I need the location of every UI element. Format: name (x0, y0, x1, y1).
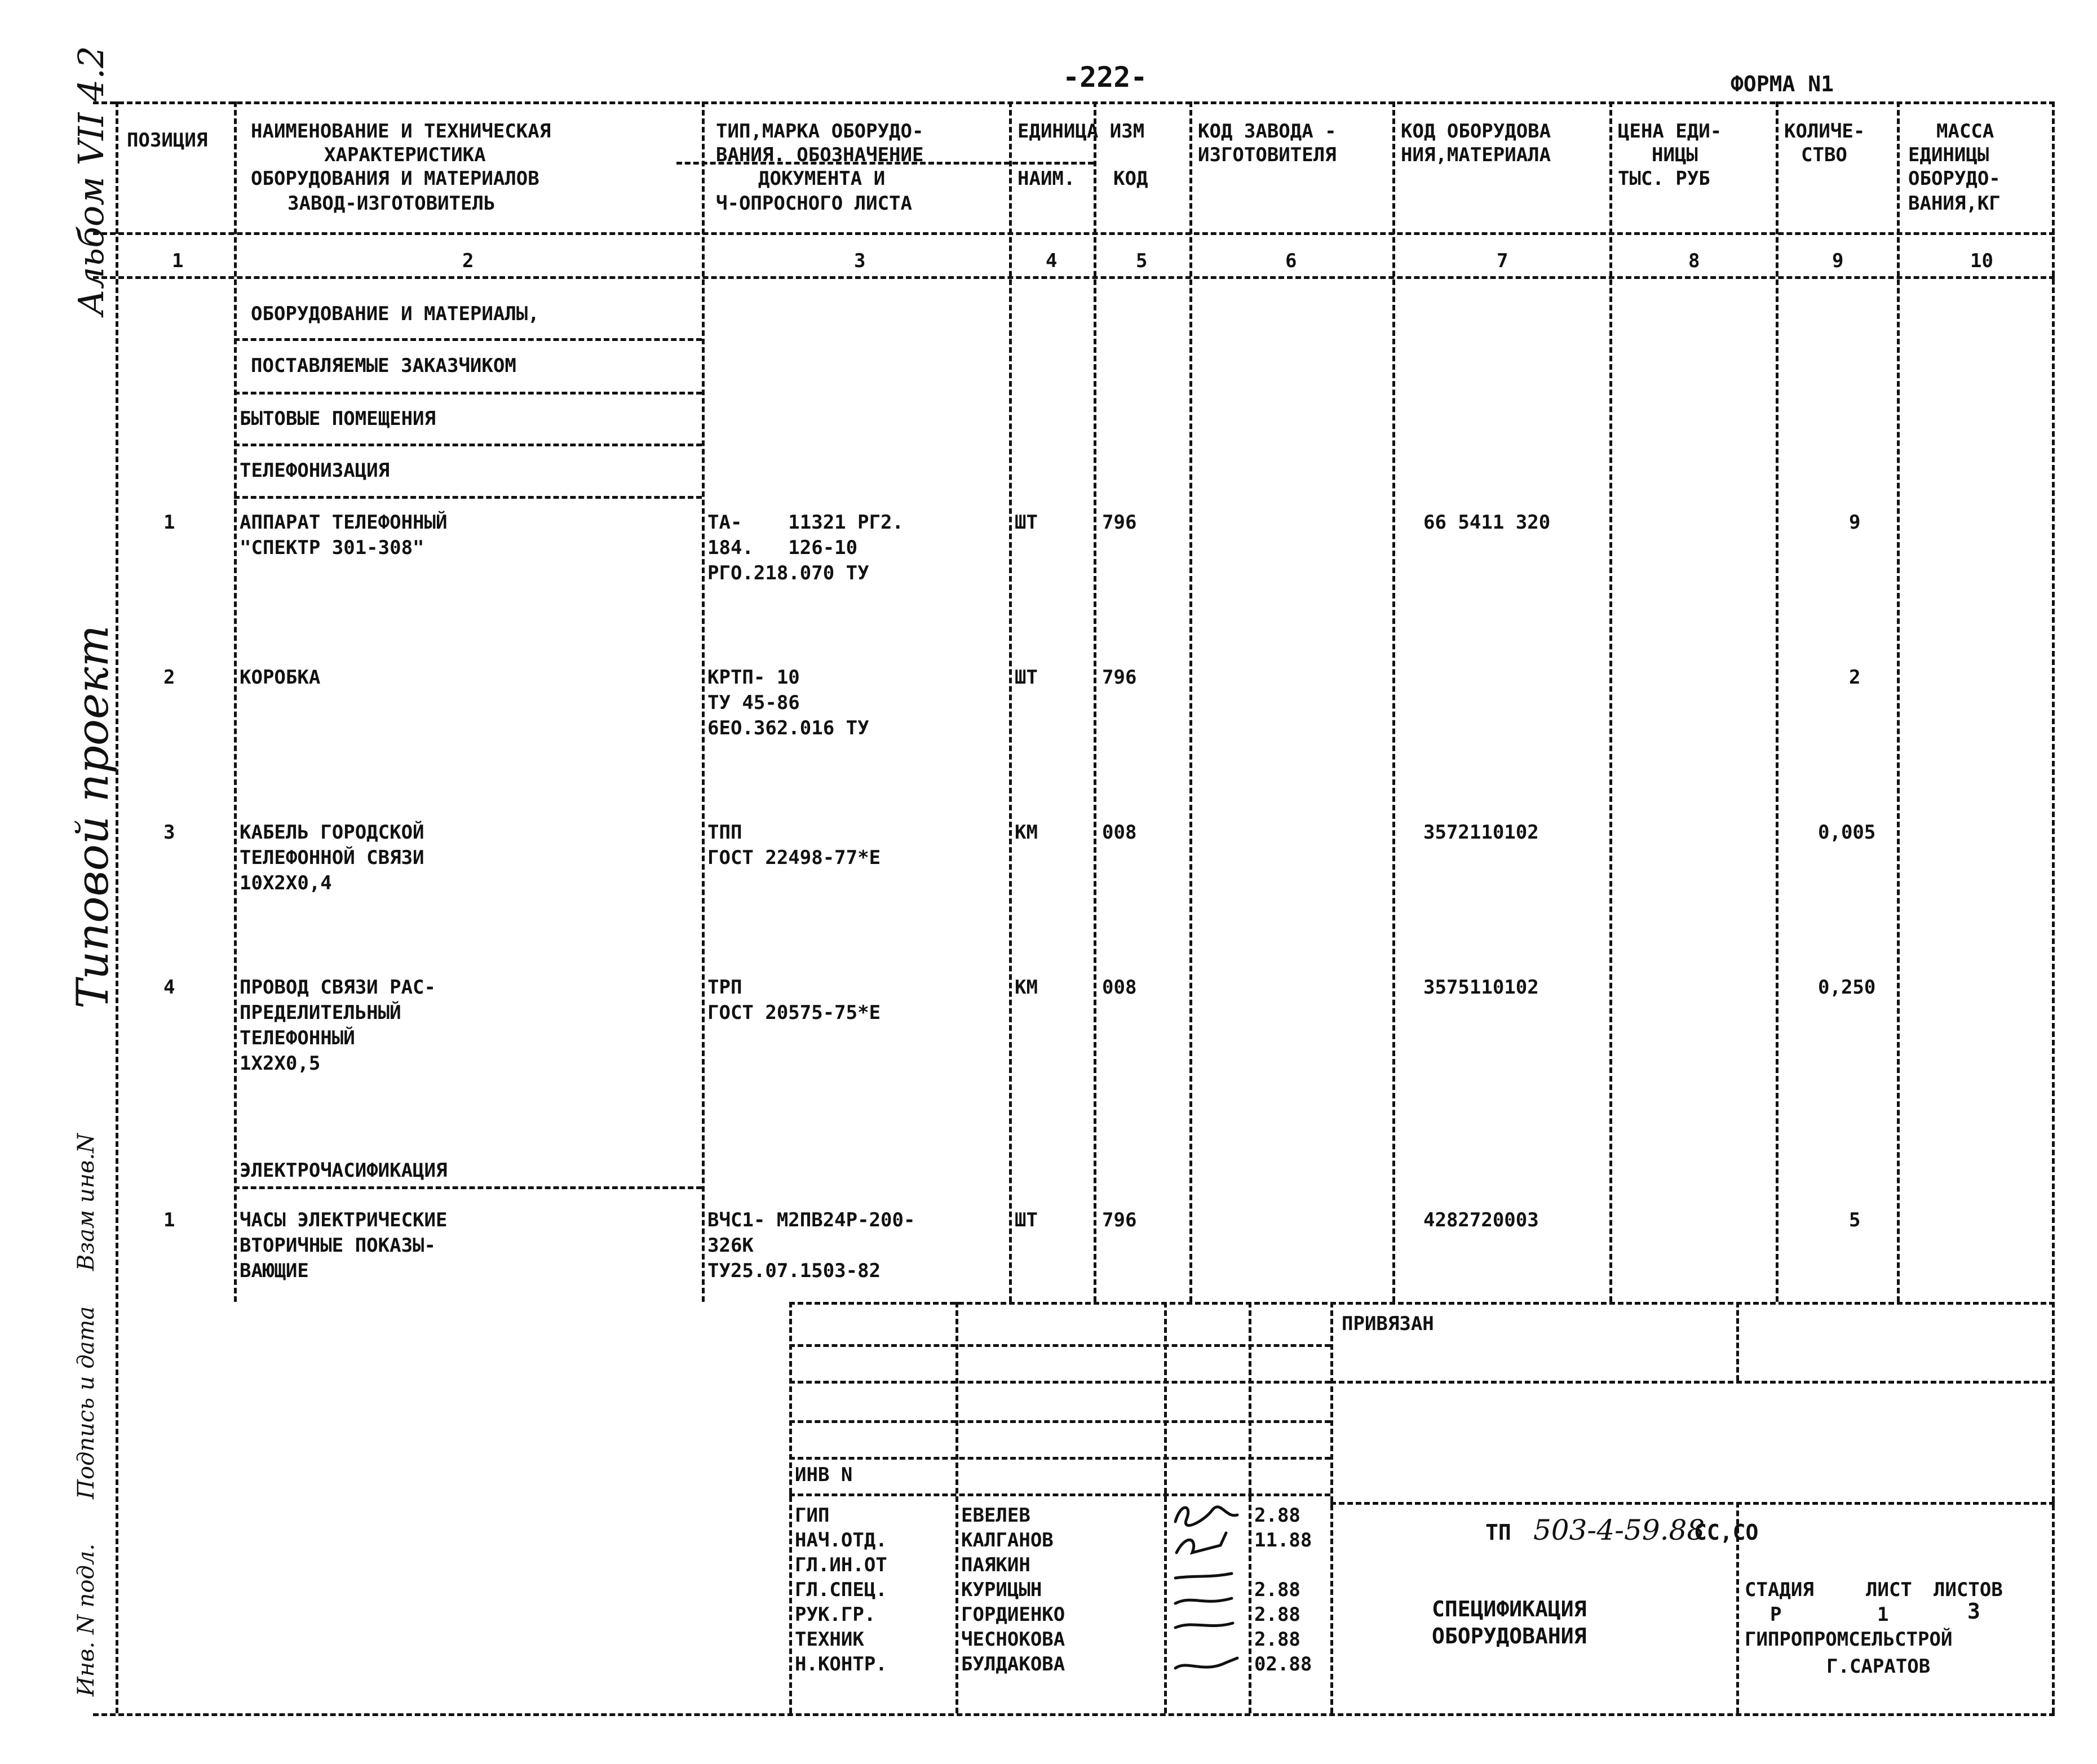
row-type-line: ВЧС1- М2ПВ24Р-200- (707, 1209, 915, 1231)
sign-date: 2.88 (1254, 1603, 1300, 1626)
row-unit: КМ (1015, 821, 1038, 844)
column-number: 2 (462, 250, 474, 272)
row-name-line: ПРОВОД СВЯЗИ РАС- (240, 976, 436, 999)
sign-date: 2.88 (1254, 1504, 1300, 1527)
stamp-replace-inv: Взам инв.N (73, 1133, 99, 1271)
section-heading: БЫТОВЫЕ ПОМЕЩЕНИЯ (240, 407, 436, 430)
person-name: ПАЯКИН (961, 1554, 1030, 1576)
row-unit: ШТ (1015, 666, 1038, 689)
inventory-label: ИНВ N (795, 1464, 853, 1486)
sign-date: 11.88 (1254, 1529, 1312, 1552)
row-position: 1 (163, 511, 175, 534)
row-equip-code: 3572110102 (1423, 821, 1539, 844)
page-number: -222- (1063, 61, 1148, 94)
row-position: 3 (163, 821, 175, 844)
sheet-value: 1 (1877, 1603, 1889, 1626)
section-heading: ЭЛЕКТРОЧАСИФИКАЦИЯ (240, 1159, 448, 1182)
column-number: 7 (1497, 250, 1508, 272)
organization: ГИПРОПРОМСЕЛЬСТРОЙ (1745, 1628, 1953, 1651)
header-qty: СТВО (1801, 144, 1847, 166)
row-qty: 9 (1849, 511, 1861, 534)
header-factory-code: ИЗГОТОВИТЕЛЯ (1198, 144, 1337, 166)
row-type-line: ТРП (707, 976, 742, 999)
row-unit: КМ (1015, 976, 1038, 999)
header-price: ТЫС. РУБ (1618, 167, 1710, 190)
row-name-line: ТЕЛЕФОННОЙ СВЯЗИ (240, 846, 424, 869)
sign-date: 2.88 (1254, 1628, 1300, 1651)
section-heading: ОБОРУДОВАНИЕ И МАТЕРИАЛЫ, (251, 303, 539, 325)
row-name-line: ТЕЛЕФОННЫЙ (240, 1027, 355, 1049)
sign-date: 2.88 (1254, 1579, 1300, 1601)
row-type-line: 6ЕО.362.016 ТУ (707, 717, 869, 739)
header-name-line: ХАРАКТЕРИСТИКА (324, 144, 486, 166)
row-name-line: "СПЕКТР 301-308" (240, 537, 424, 559)
row-name-line: ВАЮЩИЕ (240, 1260, 309, 1282)
row-unit-code: 008 (1102, 821, 1137, 844)
row-position: 1 (163, 1209, 175, 1231)
stage-value: Р (1770, 1603, 1782, 1626)
person-name: ЧЕСНОКОВА (961, 1628, 1065, 1651)
header-type-line: Ч-ОПРОСНОГО ЛИСТА (716, 192, 912, 215)
row-unit-code: 796 (1102, 511, 1137, 534)
header-mass: ВАНИЯ,КГ (1908, 192, 2001, 215)
album-label: Альбом VII 4.2 (70, 46, 112, 316)
person-name: БУЛДАКОВА (961, 1653, 1065, 1676)
role-label: ГЛ.ИН.ОТ (795, 1554, 887, 1576)
organization-city: Г.САРАТОВ (1826, 1655, 1931, 1678)
role-label: ГЛ.СПЕЦ. (795, 1579, 887, 1601)
row-type-line: ТУ25.07.1503-82 (707, 1260, 881, 1282)
header-mass: ЕДИНИЦЫ (1908, 144, 1989, 166)
row-name-line: ЧАСЫ ЭЛЕКТРИЧЕСКИЕ (240, 1209, 448, 1231)
header-name-line: НАИМЕНОВАНИЕ И ТЕХНИЧЕСКАЯ (251, 120, 551, 143)
column-number: 3 (854, 250, 866, 272)
row-qty: 0,005 (1818, 821, 1876, 844)
section-heading: ТЕЛЕФОНИЗАЦИЯ (240, 459, 390, 482)
row-type-line: ТА- 11321 РГ2. (707, 511, 904, 534)
header-equip-code: КОД ОБОРУДОВА (1401, 120, 1551, 143)
form-label: ФОРМА N1 (1731, 72, 1834, 96)
signature-marks (1170, 1499, 1249, 1679)
column-number: 10 (1970, 250, 1993, 272)
row-position: 2 (163, 666, 175, 689)
role-label: ТЕХНИК (795, 1628, 864, 1651)
section-heading: ПОСТАВЛЯЕМЫЕ ЗАКАЗЧИКОМ (251, 354, 516, 377)
header-name-line: ОБОРУДОВАНИЯ И МАТЕРИАЛОВ (251, 167, 539, 190)
row-unit-code: 008 (1102, 976, 1137, 999)
row-type-line: ГОСТ 22498-77*Е (707, 846, 881, 869)
stamp-sign-date: Подпись и дата (73, 1306, 99, 1499)
row-unit-code: 796 (1102, 666, 1137, 689)
row-name-line: КОРОБКА (240, 666, 321, 689)
header-type-line: ВАНИЯ. ОБОЗНАЧЕНИЕ (716, 144, 924, 166)
header-name-line: ЗАВОД-ИЗГОТОВИТЕЛЬ (287, 192, 496, 215)
stamp-inv-orig: Инв. N подл. (73, 1543, 99, 1696)
row-name-line: КАБЕЛЬ ГОРОДСКОЙ (240, 821, 424, 844)
row-name-line: ПРЕДЕЛИТЕЛЬНЫЙ (240, 1001, 401, 1024)
doc-number: 503-4-59.88 (1533, 1514, 1705, 1546)
header-type-line: ДОКУМЕНТА И (758, 167, 886, 190)
sheets-header: ЛИСТОВ (1934, 1579, 2003, 1601)
row-type-line: РГО.218.070 ТУ (707, 562, 869, 584)
doc-suffix: СС,СО (1694, 1520, 1759, 1545)
row-name-line: 1Х2Х0,5 (240, 1052, 321, 1075)
role-label: ГИП (795, 1504, 830, 1527)
row-type-line: 326К (707, 1234, 754, 1257)
sheets-value: 3 (1967, 1599, 1980, 1624)
row-type-line: КРТП- 10 (707, 666, 800, 689)
header-unit-code: КОД (1113, 167, 1148, 190)
column-number: 6 (1285, 250, 1297, 272)
row-unit-code: 796 (1102, 1209, 1137, 1231)
role-label: РУК.ГР. (795, 1603, 876, 1626)
row-type-line: 184. 126-10 (707, 537, 858, 559)
header-factory-code: КОД ЗАВОДА - (1198, 120, 1337, 143)
row-type-line: ТПП (707, 821, 742, 844)
sheet-header: ЛИСТ (1866, 1579, 1912, 1601)
person-name: КУРИЦЫН (961, 1579, 1042, 1601)
column-number: 9 (1832, 250, 1844, 272)
row-type-line: ТУ 45-86 (707, 692, 800, 714)
person-name: ЕВЕЛЕВ (961, 1504, 1030, 1527)
row-qty: 2 (1849, 666, 1861, 689)
row-equip-code: 3575110102 (1423, 976, 1539, 999)
linked-label: ПРИВЯЗАН (1342, 1313, 1434, 1335)
row-qty: 0,250 (1818, 976, 1876, 999)
sign-date: 02.88 (1254, 1653, 1312, 1676)
row-name-line: 10Х2Х0,4 (240, 872, 332, 894)
header-unit: ЕДИНИЦА ИЗМ (1017, 120, 1145, 143)
header-mass: МАССА (1936, 120, 1994, 143)
row-equip-code: 66 5411 320 (1423, 511, 1551, 534)
column-number: 5 (1136, 250, 1148, 272)
role-label: Н.КОНТР. (795, 1653, 887, 1676)
header-mass: ОБОРУДО- (1908, 167, 2001, 190)
row-equip-code: 4282720003 (1423, 1209, 1539, 1231)
header-price: НИЦЫ (1652, 144, 1698, 166)
row-type-line: ГОСТ 20575-75*Е (707, 1001, 881, 1024)
stage-header: СТАДИЯ (1745, 1579, 1814, 1601)
header-qty: КОЛИЧЕ- (1784, 120, 1865, 143)
row-qty: 5 (1849, 1209, 1861, 1231)
row-unit: ШТ (1015, 1209, 1038, 1231)
column-number: 1 (172, 250, 184, 272)
row-unit: ШТ (1015, 511, 1038, 534)
header-unit-name: НАИМ. (1017, 167, 1076, 190)
person-name: ГОРДИЕНКО (961, 1603, 1065, 1626)
doc-prefix: ТП (1485, 1520, 1511, 1545)
doc-title: СПЕЦИФИКАЦИЯ (1432, 1597, 1587, 1621)
header-type-line: ТИП,МАРКА ОБОРУДО- (716, 120, 924, 143)
header-price: ЦЕНА ЕДИ- (1618, 120, 1722, 143)
project-label: Типовой проект (68, 625, 118, 1009)
column-number: 8 (1688, 250, 1700, 272)
column-number: 4 (1046, 250, 1058, 272)
header-position: ПОЗИЦИЯ (127, 129, 208, 152)
row-position: 4 (163, 976, 175, 999)
role-label: НАЧ.ОТД. (795, 1529, 887, 1552)
row-name-line: АППАРАТ ТЕЛЕФОННЫЙ (240, 511, 448, 534)
person-name: КАЛГАНОВ (961, 1529, 1054, 1552)
doc-title: ОБОРУДОВАНИЯ (1432, 1624, 1587, 1648)
header-equip-code: НИЯ,МАТЕРИАЛА (1401, 144, 1551, 166)
row-name-line: ВТОРИЧНЫЕ ПОКАЗЫ- (240, 1234, 436, 1257)
